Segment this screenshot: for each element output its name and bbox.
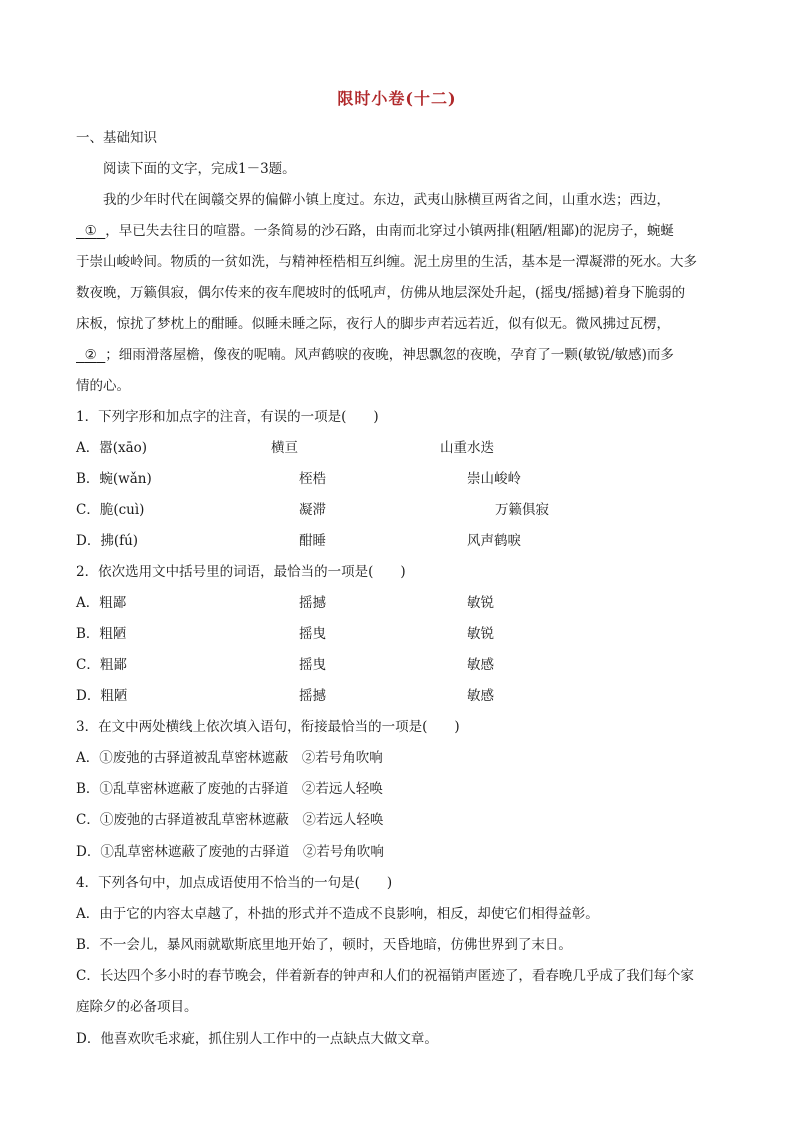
answer-option: C．①废弛的古驿道被乱草密林遮蔽 ②若远人轻唤: [76, 812, 384, 828]
passage-line: ① ，早已失去往日的喧嚣。一条简易的沙石路，由南而北穿过小镇两排(粗陋/粗鄙)的泥房子，蜿蜒: [76, 219, 674, 239]
option-label: B．粗陋: [76, 626, 127, 642]
fill-blank-1: ①: [84, 223, 97, 239]
answer-option: [76, 436, 726, 456]
option-word: 摇曳: [299, 657, 326, 673]
option-word: 摇撼: [299, 688, 326, 704]
answer-option: [76, 622, 726, 642]
passage-line: 我的少年时代在闽赣交界的偏僻小镇上度过。东边，武夷山脉横亘两省之间，山重水迭；西边，: [103, 192, 670, 208]
answer-option: A．由于它的内容太卓越了，朴拙的形式并不造成不良影响，相反，却使它们相得益彰。: [76, 906, 599, 922]
option-word: 桎梏: [299, 471, 326, 487]
answer-option: [76, 653, 726, 673]
question-stem: 3．在文中两处横线上依次填入语句，衔接最恰当的一项是( ): [76, 719, 460, 735]
option-label: A．嚣(xāo): [76, 440, 148, 456]
option-word: 敏锐: [467, 626, 494, 642]
option-word: 敏感: [467, 688, 494, 704]
passage-line: 数夜晚，万籁俱寂，偶尔传来的夜车爬坡时的低吼声，仿佛从地层深处升起，(摇曳/摇撼)着身下脆弱的: [76, 285, 686, 301]
option-word: 敏锐: [467, 595, 494, 611]
option-word: 山重水迭: [440, 440, 494, 456]
option-label: C．粗鄙: [76, 657, 127, 673]
passage-line: 于崇山峻岭间。物质的一贫如洗，与精神桎梏相互纠缠。泥土房里的生活，基本是一潭凝滞的死水。大多: [76, 254, 697, 270]
answer-option: D．①乱草密林遮蔽了废弛的古驿道 ②若号角吹响: [76, 844, 384, 860]
option-word: 横亘: [271, 440, 298, 456]
option-label: D．粗陋: [76, 688, 128, 704]
option-word: 万籁俱寂: [495, 502, 549, 518]
option-word: 凝滞: [299, 502, 326, 518]
answer-option: [76, 498, 726, 518]
answer-option: [76, 529, 726, 549]
option-label: B．蜿(wǎn): [76, 471, 152, 487]
answer-option: C．长达四个多小时的春节晚会，伴着新春的钟声和人们的祝福销声匿迹了，看春晚几乎成了我们每个家: [76, 968, 694, 984]
answer-option: B．不一会儿，暴风雨就歇斯底里地开始了，顿时，天昏地暗，仿佛世界到了末日。: [76, 937, 572, 953]
answer-option: B．①乱草密林遮蔽了废弛的古驿道 ②若远人轻唤: [76, 781, 383, 797]
page-title: 限时小卷(十二): [337, 89, 457, 108]
option-word: 摇曳: [299, 626, 326, 642]
option-label: D．拂(fú): [76, 533, 139, 549]
option-label: A．粗鄙: [76, 595, 127, 611]
passage-line: ② ；细雨滑落屋檐，像夜的呢喃。风声鹤唳的夜晚，神思飘忽的夜晚，孕育了一颗(敏锐/敏感)而多: [76, 343, 674, 363]
option-word: 风声鹤唳: [467, 533, 521, 549]
option-word: 敏感: [467, 657, 494, 673]
answer-option: [76, 467, 726, 487]
option-label: C．脆(cuì): [76, 502, 145, 518]
fill-blank-2: ②: [84, 347, 97, 363]
question-stem: 2．依次选用文中括号里的词语，最恰当的一项是( ): [76, 564, 406, 580]
answer-option-continued: 庭除夕的必备项目。: [76, 999, 198, 1015]
option-word: 摇撼: [299, 595, 326, 611]
passage-line: 情的心。: [76, 378, 130, 394]
section-heading: 一、基础知识: [76, 130, 157, 146]
reading-instruction: 阅读下面的文字，完成1－3题。: [103, 161, 296, 177]
option-word: 崇山峻岭: [467, 471, 521, 487]
answer-option: [76, 684, 726, 704]
passage-line: 床板，惊扰了梦枕上的酣睡。似睡未睡之际，夜行人的脚步声若远若近，似有似无。微风拂过瓦楞，: [76, 316, 670, 332]
answer-option: A．①废弛的古驿道被乱草密林遮蔽 ②若号角吹响: [76, 750, 383, 766]
answer-option: [76, 591, 726, 611]
answer-option: D．他喜欢吹毛求疵，抓住别人工作中的一点缺点大做文章。: [76, 1031, 438, 1047]
option-word: 酣睡: [299, 533, 326, 549]
question-stem: 4．下列各句中，加点成语使用不恰当的一句是( ): [76, 875, 393, 891]
question-stem: 1．下列字形和加点字的注音，有误的一项是( ): [76, 409, 379, 425]
